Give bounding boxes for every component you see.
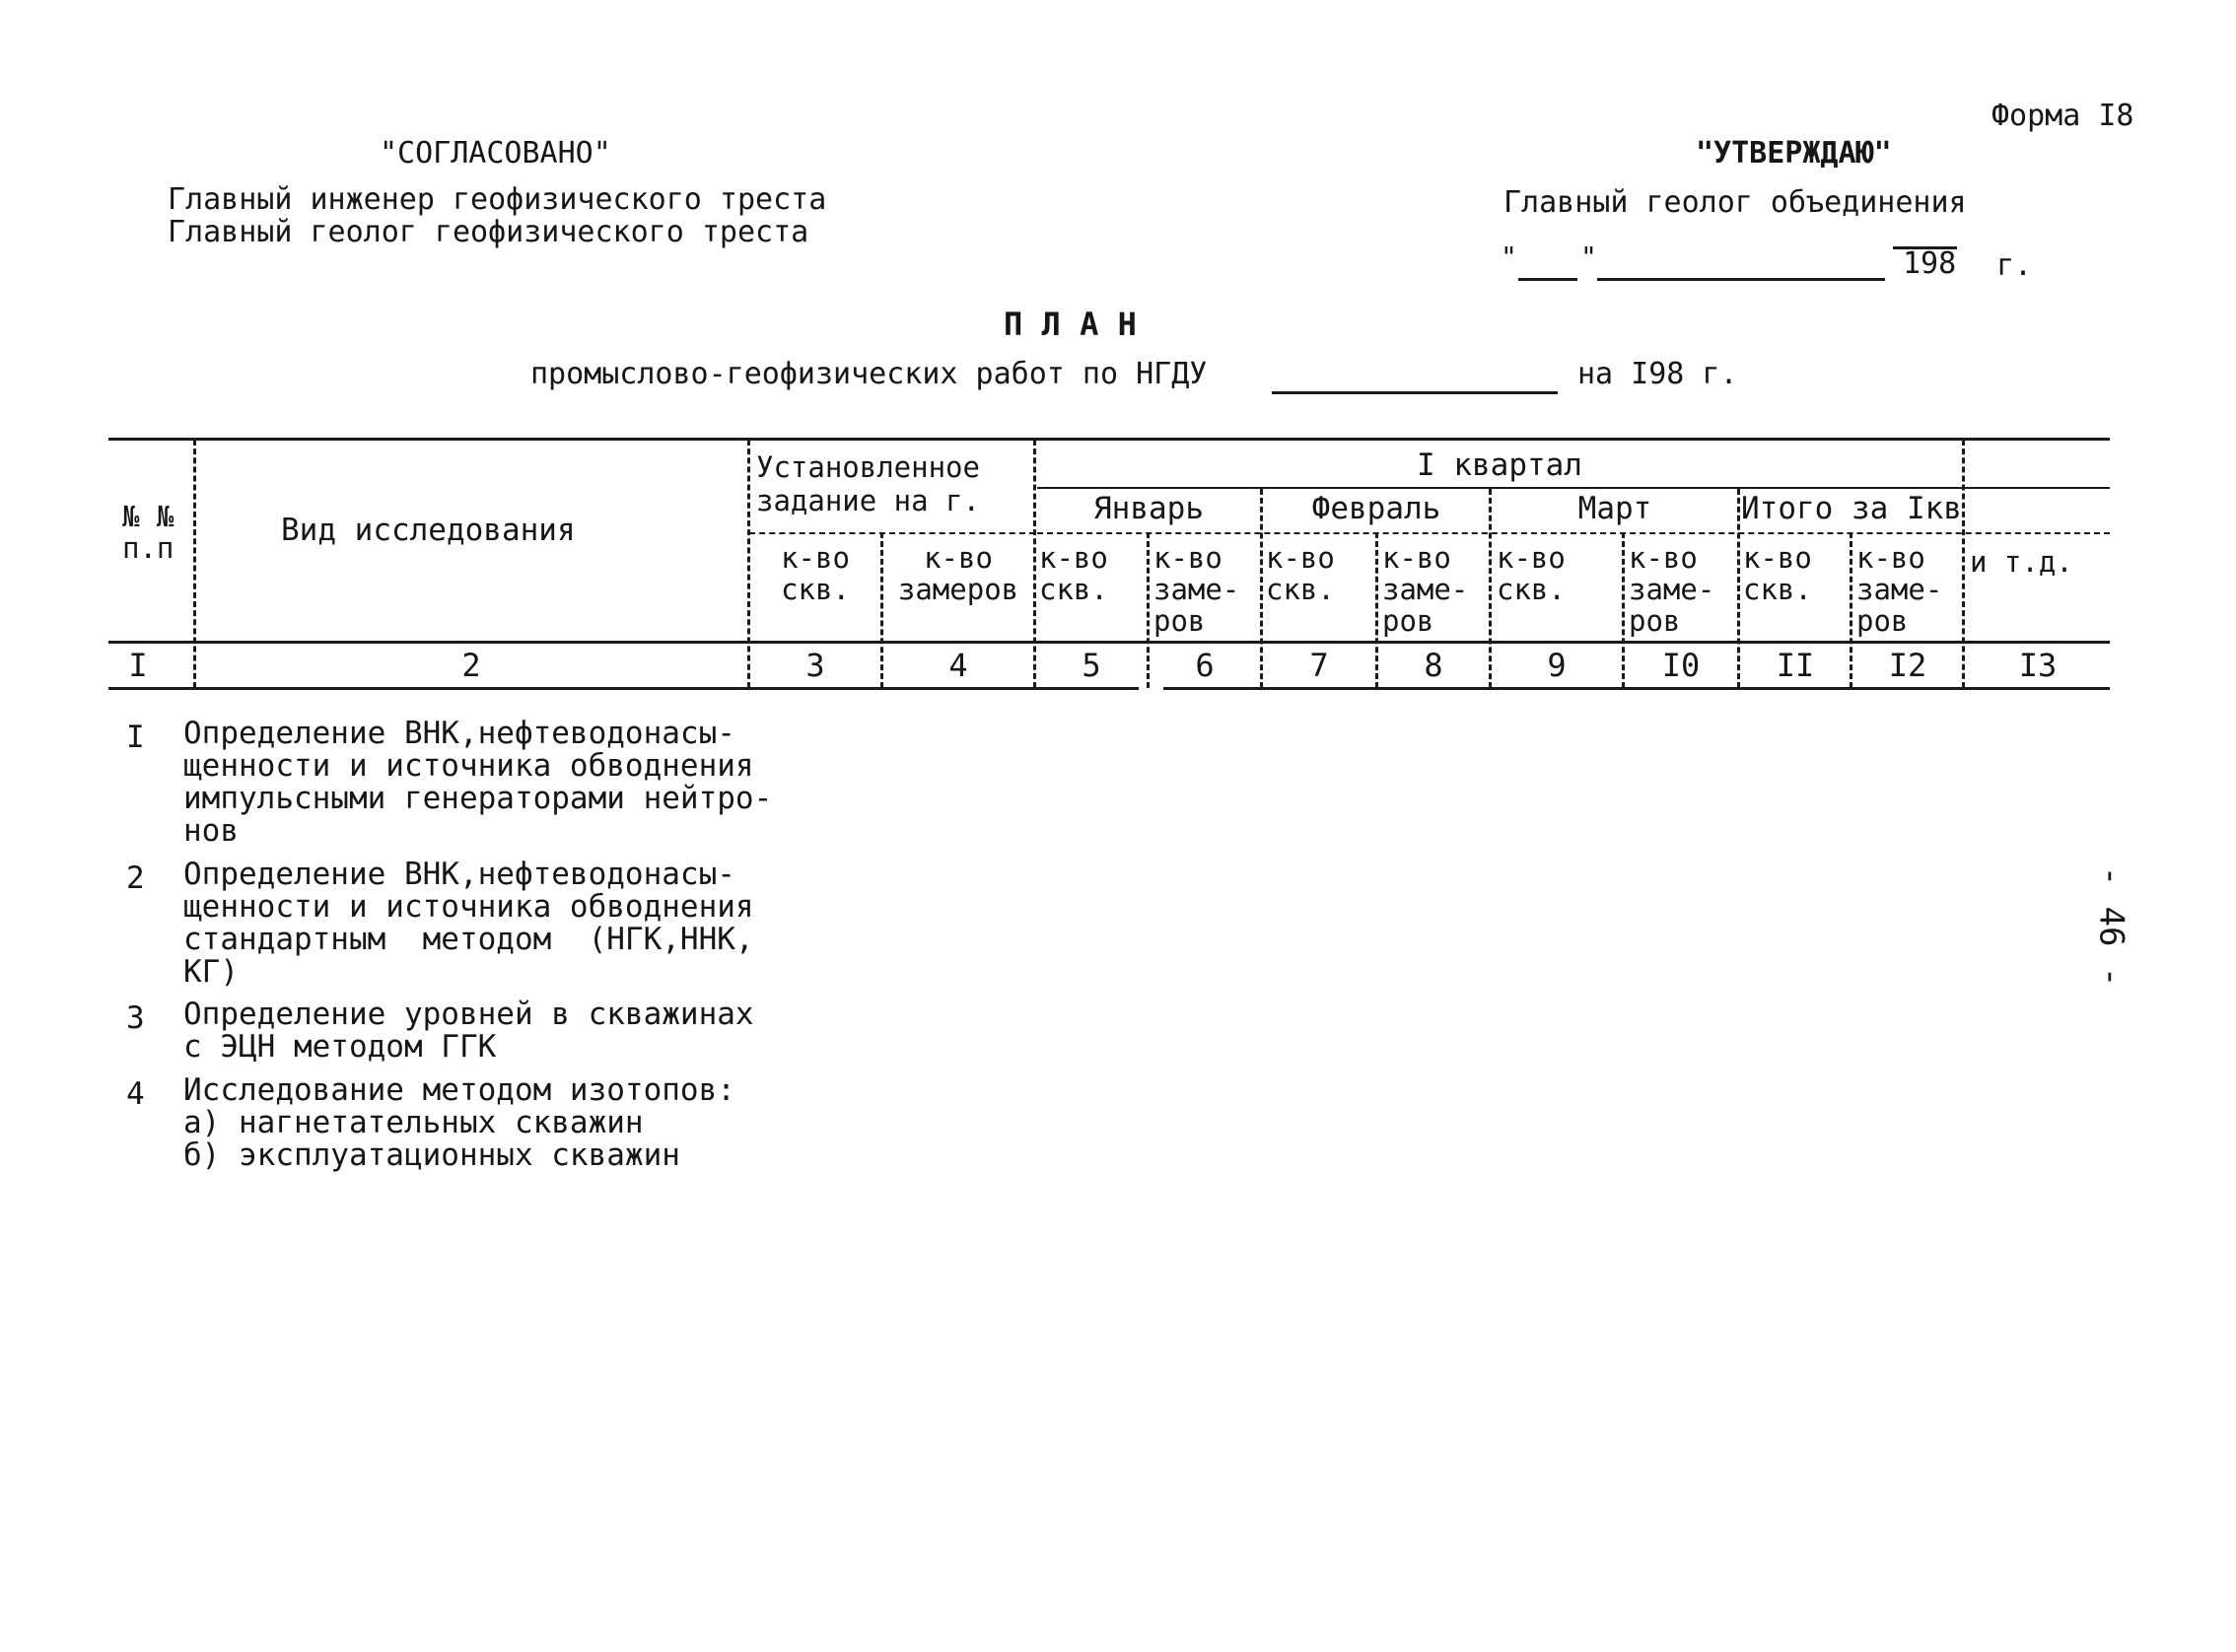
col-number-2: 2: [461, 647, 481, 684]
item-2-text: Определение ВНК,нефтеводонасы- щенности и источника обводнения стандартным методом (НГК,ННК, КГ): [183, 857, 754, 990]
sub-etc: и т.д.: [1970, 545, 2073, 579]
sub-meas-c8-2: заме-: [1382, 573, 1469, 606]
sub-meas-c6-3: ров: [1153, 604, 1206, 638]
col-number-12: I2: [1888, 647, 1927, 684]
col-number-9: 9: [1547, 647, 1567, 684]
col-number-11: II: [1776, 647, 1815, 684]
sep-4: [1033, 440, 1036, 688]
item-4-text: Исследование методом изотопов: а) нагнетательных скважин б) эксплуатационных скважин: [183, 1072, 735, 1173]
approval-left-line-1: Главный инженер геофизического треста: [168, 182, 827, 217]
sub-meas-c8-1: к-во: [1382, 541, 1451, 575]
item-3-number: 3: [126, 1000, 145, 1036]
months-rule: [1037, 532, 2110, 534]
sub-meas-c12-1: к-во: [1856, 541, 1925, 575]
date-day-line: [1518, 278, 1577, 281]
sub-wells-c3-1: к-во: [781, 541, 850, 575]
header-month-mar: Март: [1577, 491, 1652, 526]
col-number-7: 7: [1309, 647, 1329, 684]
sub-meas-c6-2: заме-: [1153, 573, 1240, 606]
table-bottom-rule-left: [108, 687, 1139, 690]
col-number-13: I3: [2018, 647, 2058, 684]
header-month-jan: Январь: [1093, 491, 1204, 526]
sub-meas-c4-1: к-во: [924, 541, 993, 575]
sub-wells-c11-1: к-во: [1743, 541, 1812, 575]
plan-subtitle-prefix: промыслово-геофизических работ по НГДУ: [530, 357, 1208, 391]
sep-5: [1147, 532, 1150, 688]
col-number-3: 3: [805, 647, 825, 684]
sub-meas-c10-1: к-во: [1629, 541, 1698, 575]
item-2-number: 2: [126, 860, 145, 896]
sub-wells-c9-2: скв.: [1497, 573, 1566, 606]
sub-wells-c7-1: к-во: [1266, 541, 1335, 575]
sub-meas-c6-1: к-во: [1153, 541, 1223, 575]
sep-10: [1737, 489, 1740, 688]
col-number-4: 4: [948, 647, 968, 684]
sep-7: [1375, 532, 1378, 688]
sep-9: [1622, 532, 1625, 688]
quarter-rule: [1037, 487, 2110, 489]
plan-subtitle-suffix: на I98 г.: [1577, 357, 1738, 391]
sub-meas-c8-3: ров: [1382, 604, 1434, 638]
header-bottom-rule: [108, 641, 2110, 644]
header-kind: Вид исследования: [281, 513, 576, 548]
date-month-line: [1597, 278, 1885, 281]
date-quote-close: ": [1580, 241, 1597, 273]
sub-wells-c5-1: к-во: [1039, 541, 1108, 575]
sub-wells-c5-2: скв.: [1039, 573, 1108, 606]
item-1-text: Определение ВНК,нефтеводонасы- щенности и источника обводнения импульсными генераторами нейтро- нов: [183, 716, 773, 849]
header-assigned-line-2: задание на г.: [756, 484, 980, 517]
sep-11: [1850, 532, 1852, 688]
form-label: Форма I8: [1991, 99, 2134, 133]
sub-meas-c10-3: ров: [1629, 604, 1681, 638]
page-number: - 46 -: [2091, 865, 2131, 988]
sub-wells-c11-2: скв.: [1743, 573, 1812, 606]
sep-8: [1489, 489, 1492, 688]
col-number-6: 6: [1195, 647, 1215, 684]
approval-left-line-2: Главный геолог геофизического треста: [168, 215, 809, 249]
table-bottom-rule-right: [1163, 687, 2110, 690]
header-assigned-line-1: Установленное: [756, 450, 980, 484]
approval-right-title: "УТВЕРЖДАЮ": [1696, 136, 1892, 171]
sep-1: [193, 440, 196, 688]
sub-meas-c12-3: ров: [1856, 604, 1909, 638]
plan-title: П Л А Н: [1004, 306, 1137, 343]
sub-wells-c3-2: скв.: [781, 573, 850, 606]
item-4-number: 4: [126, 1076, 145, 1112]
item-1-number: I: [126, 720, 145, 755]
sep-6: [1260, 489, 1263, 688]
sub-wells-c7-2: скв.: [1266, 573, 1335, 606]
sub-meas-c12-2: заме-: [1856, 573, 1943, 606]
header-month-total: Итого за Iкв: [1741, 491, 1962, 526]
sep-3: [880, 532, 883, 688]
date-suffix: г.: [1996, 248, 2033, 283]
header-quarter: I квартал: [1417, 447, 1582, 483]
assigned-rule: [749, 532, 1035, 534]
col-number-10: I0: [1661, 647, 1701, 684]
header-num-line-2: п.п: [122, 531, 175, 565]
sep-12: [1962, 440, 1965, 688]
date-year-line: [1893, 246, 1957, 249]
approval-left-title: "СОГЛАСОВАНО": [380, 136, 611, 171]
plan-ngdu-blank: [1272, 391, 1558, 394]
sub-wells-c9-1: к-во: [1497, 541, 1566, 575]
sub-meas-c10-2: заме-: [1629, 573, 1715, 606]
item-3-text: Определение уровней в скважинах с ЭЦН методом ГГК: [183, 997, 754, 1065]
header-num-line-1: № №: [122, 500, 175, 533]
col-number-8: 8: [1424, 647, 1443, 684]
date-quote-open: ": [1501, 241, 1517, 273]
header-month-feb: Февраль: [1311, 491, 1441, 526]
sub-meas-c4-2: замеров: [897, 573, 1019, 606]
approval-right-line: Главный геолог объединения: [1503, 185, 1967, 220]
date-year: 198: [1903, 246, 1957, 281]
col-number-1: I: [128, 647, 148, 684]
table-top-rule: [108, 438, 2110, 441]
col-number-5: 5: [1082, 647, 1101, 684]
sep-2: [747, 440, 750, 688]
